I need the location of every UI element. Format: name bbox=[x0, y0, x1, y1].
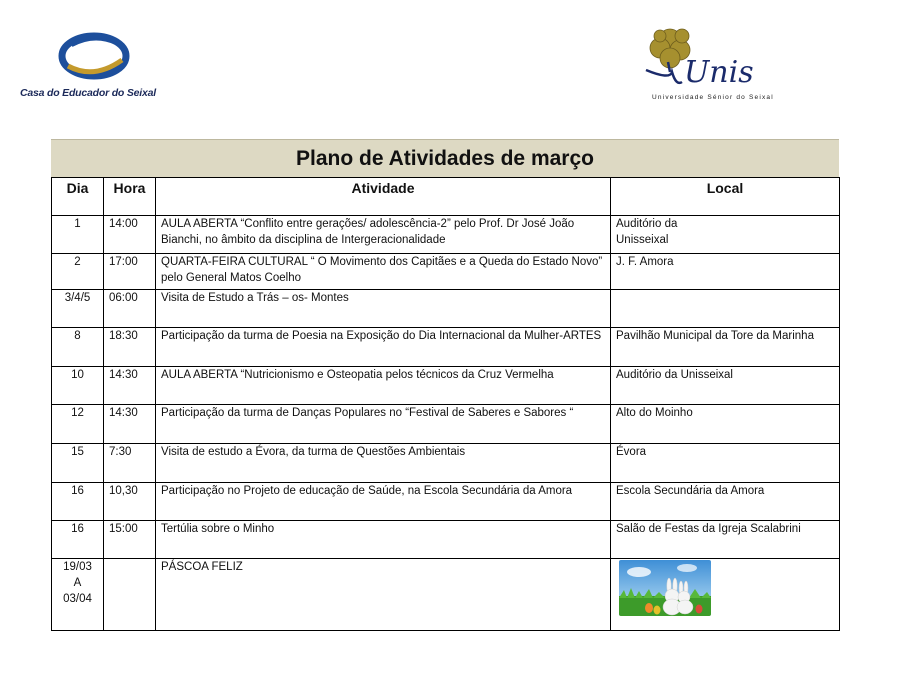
easter-bunnies-image bbox=[619, 560, 711, 616]
row-dia-text: 10 bbox=[71, 369, 84, 381]
easter-row bbox=[52, 559, 840, 631]
row-hora: 17:00 bbox=[104, 254, 156, 290]
row-dia: 16 bbox=[52, 521, 104, 559]
row-dia: 16 bbox=[52, 483, 104, 521]
row-hora: 14:30 bbox=[104, 367, 156, 405]
page-title: Plano de Atividades de março bbox=[296, 147, 594, 170]
row-local: Salão de Festas da Igreja Scalabrini bbox=[611, 521, 840, 559]
row-dia: 2 bbox=[52, 254, 104, 290]
activities-table bbox=[51, 177, 840, 631]
row-atividade: Participação da turma de Poesia na Exposição do Dia Internacional da Mulher-ARTES bbox=[156, 328, 611, 367]
row-dia: 3/4/5 bbox=[52, 290, 104, 328]
row-local: Évora bbox=[611, 444, 840, 483]
table-row bbox=[52, 444, 840, 483]
row-local-text: Auditório da Unisseixal bbox=[616, 218, 678, 246]
row-hora: 10,30 bbox=[104, 483, 156, 521]
row-hora: 14:30 bbox=[104, 405, 156, 444]
casa-do-educador-emblem-icon bbox=[58, 32, 130, 84]
unisseixal-tree-icon bbox=[640, 24, 790, 94]
row-local: Alto do Moinho bbox=[611, 405, 840, 444]
row-atividade: QUARTA-FEIRA CULTURAL “ O Movimento dos Capitães e a Queda do Estado Novo” pelo General Matos Coelho bbox=[156, 254, 611, 290]
unisseixal-logo bbox=[640, 24, 790, 104]
header-local: Local bbox=[611, 178, 840, 216]
table-row bbox=[52, 521, 840, 559]
easter-dia-line2: A bbox=[73, 577, 82, 589]
row-atividade: AULA ABERTA “Conflito entre gerações/ adolescência-2” pelo Prof. Dr José João Bianchi, no âmbito da disciplina de Intergeracionalidade bbox=[156, 216, 611, 254]
row-hora: 15:00 bbox=[104, 521, 156, 559]
table-header-row bbox=[52, 178, 840, 216]
left-logo-caption: Casa do Educador do Seixal bbox=[20, 87, 157, 99]
table-row bbox=[52, 483, 840, 521]
unisseixal-wordmark: Unis bbox=[684, 55, 754, 90]
row-hora: 14:00 bbox=[104, 216, 156, 254]
casa-do-educador-logo bbox=[20, 32, 157, 104]
easter-local bbox=[611, 559, 840, 631]
row-local: Escola Secundária da Amora bbox=[611, 483, 840, 521]
row-atividade: Tertúlia sobre o Minho bbox=[156, 521, 611, 559]
row-dia bbox=[52, 367, 104, 405]
table-row bbox=[52, 328, 840, 367]
right-logo-caption: Universidade Sénior do Seixal bbox=[652, 94, 774, 101]
easter-dia-line1: 19/03 bbox=[63, 561, 92, 573]
easter-atividade: PÁSCOA FELIZ bbox=[156, 559, 611, 631]
row-local: Auditório da Unisseixal bbox=[611, 367, 840, 405]
row-local bbox=[611, 290, 840, 328]
row-dia: 8 bbox=[52, 328, 104, 367]
row-atividade: Participação no Projeto de educação de Saúde, na Escola Secundária da Amora bbox=[156, 483, 611, 521]
row-dia: 1 bbox=[52, 216, 104, 254]
easter-hora bbox=[104, 559, 156, 631]
row-hora: 18:30 bbox=[104, 328, 156, 367]
row-atividade: Visita de Estudo a Trás – os- Montes bbox=[156, 290, 611, 328]
row-atividade: Visita de estudo a Évora, da turma de Questões Ambientais bbox=[156, 444, 611, 483]
row-atividade: Participação da turma de Danças Populares no “Festival de Saberes e Sabores “ bbox=[156, 405, 611, 444]
table-row bbox=[52, 254, 840, 290]
header-hora: Hora bbox=[104, 178, 156, 216]
row-local: Pavilhão Municipal da Tore da Marinha bbox=[611, 328, 840, 367]
row-atividade: AULA ABERTA “Nutricionismo e Osteopatia pelos técnicos da Cruz Vermelha bbox=[156, 367, 611, 405]
table-row bbox=[52, 216, 840, 254]
table-row bbox=[52, 405, 840, 444]
header-atividade: Atividade bbox=[156, 178, 611, 216]
table-row bbox=[52, 367, 840, 405]
row-hora: 7:30 bbox=[104, 444, 156, 483]
easter-dia bbox=[52, 559, 104, 631]
easter-dia-line3: 03/04 bbox=[63, 593, 92, 605]
row-dia: 15 bbox=[52, 444, 104, 483]
title-band bbox=[51, 139, 839, 178]
row-local bbox=[611, 216, 840, 254]
header-dia: Dia bbox=[52, 178, 104, 216]
row-local: J. F. Amora bbox=[611, 254, 840, 290]
row-dia: 12 bbox=[52, 405, 104, 444]
table-row bbox=[52, 290, 840, 328]
row-hora: 06:00 bbox=[104, 290, 156, 328]
